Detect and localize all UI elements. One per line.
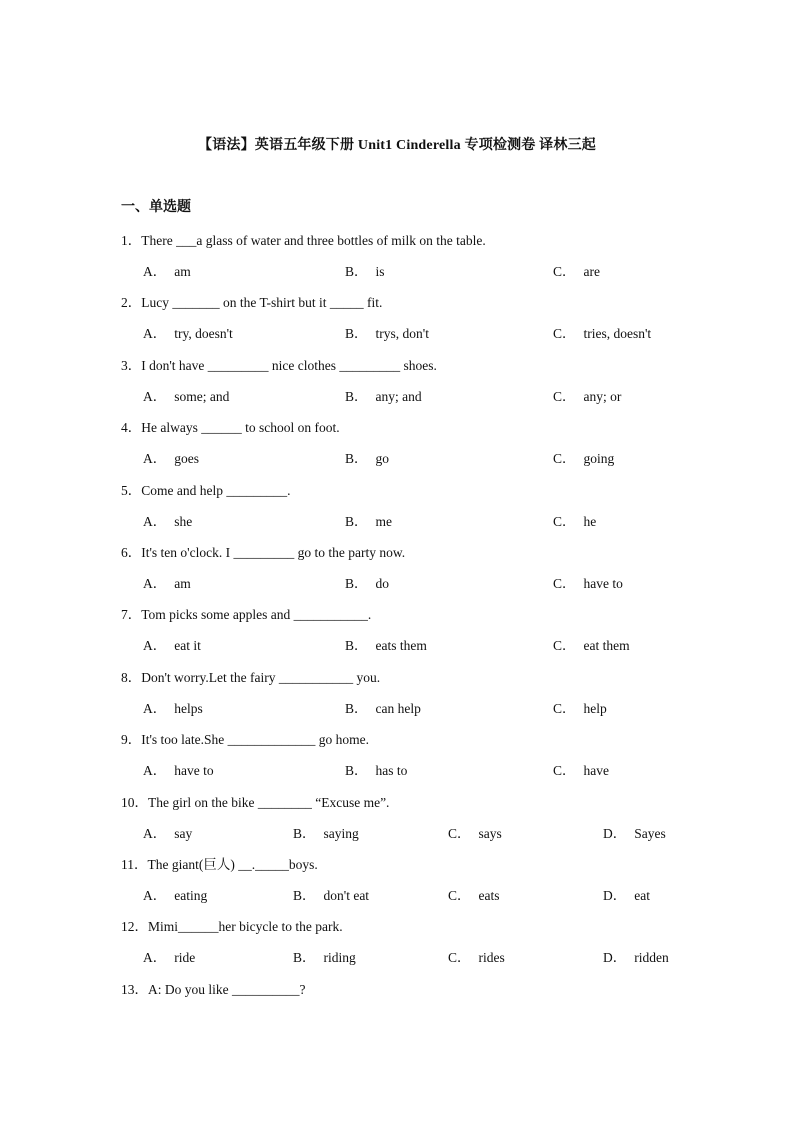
option-a[interactable] bbox=[143, 946, 195, 966]
option-text: helps bbox=[174, 700, 203, 716]
option-b[interactable] bbox=[345, 510, 392, 530]
option-label: C． bbox=[553, 763, 576, 779]
question-11: 11．The giant(巨人) __._____boys. bbox=[121, 857, 318, 872]
option-label: A． bbox=[143, 763, 167, 779]
question-6: 6．It's ten o'clock. I _________ go to the party now. bbox=[121, 545, 406, 560]
option-text: try, doesn't bbox=[174, 326, 233, 342]
option-label: B． bbox=[293, 888, 316, 903]
option-label: A． bbox=[143, 576, 167, 591]
option-text: can help bbox=[375, 700, 421, 716]
document-title: 【语法】英语五年级下册 Unit1 Cinderella 专项检测卷 译林三起 bbox=[198, 138, 596, 153]
option-text: help bbox=[583, 700, 607, 716]
option-c[interactable] bbox=[553, 572, 623, 592]
option-b[interactable] bbox=[345, 385, 422, 405]
option-label: C． bbox=[448, 950, 471, 966]
option-label: B． bbox=[345, 264, 368, 279]
option-label: D． bbox=[603, 950, 627, 966]
option-label: C． bbox=[553, 700, 576, 716]
option-label: C． bbox=[553, 638, 576, 654]
option-b[interactable] bbox=[345, 447, 389, 467]
option-a[interactable] bbox=[143, 572, 191, 592]
option-text: have to bbox=[174, 763, 214, 779]
section-heading: 一、单选题 bbox=[121, 200, 191, 215]
option-label: B． bbox=[345, 513, 368, 529]
option-a[interactable] bbox=[143, 385, 229, 405]
option-text: ride bbox=[174, 950, 196, 966]
option-b[interactable] bbox=[345, 322, 429, 342]
option-label: C． bbox=[553, 451, 576, 467]
option-text: eat it bbox=[174, 638, 201, 654]
option-c[interactable] bbox=[553, 447, 614, 467]
option-text: goes bbox=[174, 451, 199, 467]
option-text: am bbox=[174, 264, 191, 279]
option-text: any; and bbox=[375, 388, 422, 404]
option-text: rides bbox=[478, 950, 505, 966]
option-label: C． bbox=[553, 513, 576, 529]
option-text: have to bbox=[583, 576, 623, 591]
option-b[interactable] bbox=[345, 572, 389, 592]
question-2: 2．Lucy _______ on the T-shirt but it _____ fit. bbox=[121, 295, 383, 311]
option-d[interactable] bbox=[603, 884, 650, 904]
option-text: are bbox=[583, 264, 600, 279]
option-label: D． bbox=[603, 825, 627, 841]
question-1: 1．There ___a glass of water and three bottles of milk on the table. bbox=[121, 233, 486, 248]
option-a[interactable] bbox=[143, 697, 203, 717]
option-text: ridden bbox=[634, 950, 669, 966]
option-text: he bbox=[583, 513, 597, 529]
option-text: tries, doesn't bbox=[583, 326, 652, 342]
option-text: says bbox=[478, 825, 502, 841]
option-a[interactable] bbox=[143, 510, 192, 530]
option-c[interactable] bbox=[553, 697, 607, 717]
option-text: is bbox=[375, 264, 385, 279]
option-c[interactable] bbox=[448, 822, 502, 842]
option-label: A． bbox=[143, 451, 167, 467]
option-label: A． bbox=[143, 264, 167, 279]
option-label: C． bbox=[553, 388, 576, 404]
question-4: 4．He always ______ to school on foot. bbox=[121, 420, 340, 436]
option-text: me bbox=[375, 513, 393, 529]
option-b[interactable] bbox=[293, 946, 356, 966]
option-c[interactable] bbox=[553, 260, 600, 280]
option-label: A． bbox=[143, 825, 167, 841]
option-a[interactable] bbox=[143, 322, 233, 342]
option-text: saying bbox=[323, 825, 359, 841]
option-label: A． bbox=[143, 326, 167, 342]
option-text: she bbox=[174, 513, 193, 529]
option-c[interactable] bbox=[553, 634, 630, 654]
option-text: any; or bbox=[583, 388, 622, 404]
option-text: eat bbox=[634, 888, 650, 903]
option-label: B． bbox=[345, 638, 368, 654]
option-label: B． bbox=[293, 950, 316, 966]
option-label: A． bbox=[143, 700, 167, 716]
option-label: B． bbox=[345, 388, 368, 404]
option-b[interactable] bbox=[345, 759, 407, 779]
question-10: 10．The girl on the bike ________ “Excuse me”. bbox=[121, 794, 390, 810]
option-text: say bbox=[174, 825, 193, 841]
option-label: A． bbox=[143, 888, 167, 903]
option-c[interactable] bbox=[553, 385, 621, 405]
option-c[interactable] bbox=[448, 946, 505, 966]
option-label: A． bbox=[143, 950, 167, 966]
option-c[interactable] bbox=[553, 759, 609, 779]
option-d[interactable] bbox=[603, 946, 669, 966]
option-text: eat them bbox=[583, 638, 630, 654]
option-label: C． bbox=[448, 825, 471, 841]
option-b[interactable] bbox=[293, 884, 369, 904]
option-text: riding bbox=[323, 950, 356, 966]
option-c[interactable] bbox=[448, 884, 500, 904]
option-text: eating bbox=[174, 888, 208, 903]
option-text: do bbox=[375, 576, 390, 591]
option-label: A． bbox=[143, 388, 167, 404]
option-a[interactable] bbox=[143, 884, 207, 904]
option-a[interactable] bbox=[143, 822, 192, 842]
option-label: B． bbox=[293, 825, 316, 841]
option-b[interactable] bbox=[345, 697, 421, 717]
option-text: some; and bbox=[174, 388, 230, 404]
option-a[interactable] bbox=[143, 260, 191, 280]
question-5: 5．Come and help _________. bbox=[121, 482, 291, 498]
option-c[interactable] bbox=[553, 322, 651, 342]
option-label: D． bbox=[603, 888, 627, 903]
option-text: am bbox=[174, 576, 191, 591]
option-label: C． bbox=[553, 326, 576, 342]
question-9: 9．It's too late.She _____________ go home. bbox=[121, 732, 370, 748]
option-label: B． bbox=[345, 700, 368, 716]
question-7: 7．Tom picks some apples and ___________. bbox=[121, 607, 372, 623]
option-label: C． bbox=[553, 576, 576, 591]
question-3: 3．I don't have _________ nice clothes _________ shoes. bbox=[121, 357, 437, 373]
option-b[interactable] bbox=[293, 822, 359, 842]
question-13: 13．A: Do you like __________? bbox=[121, 981, 306, 997]
option-text: have bbox=[583, 763, 609, 779]
question-8: 8．Don't worry.Let the fairy ___________ you. bbox=[121, 669, 381, 685]
option-a[interactable] bbox=[143, 447, 199, 467]
option-label: C． bbox=[448, 888, 471, 903]
option-text: eats them bbox=[375, 638, 427, 654]
option-label: C． bbox=[553, 264, 576, 279]
option-a[interactable] bbox=[143, 634, 201, 654]
option-label: A． bbox=[143, 513, 167, 529]
option-text: going bbox=[583, 451, 615, 467]
option-text: don't eat bbox=[323, 888, 370, 903]
option-label: B． bbox=[345, 576, 368, 591]
question-12: 12．Mimi______her bicycle to the park. bbox=[121, 919, 343, 935]
option-text: go bbox=[375, 451, 390, 467]
option-text: trys, don't bbox=[375, 326, 429, 342]
option-text: has to bbox=[375, 763, 408, 779]
option-b[interactable] bbox=[345, 260, 385, 280]
option-label: B． bbox=[345, 451, 368, 467]
option-a[interactable] bbox=[143, 759, 214, 779]
option-c[interactable] bbox=[553, 510, 596, 530]
option-text: eats bbox=[478, 888, 500, 903]
option-b[interactable] bbox=[345, 634, 427, 654]
option-label: B． bbox=[345, 763, 368, 779]
option-label: A． bbox=[143, 638, 167, 654]
option-text: Sayes bbox=[634, 825, 666, 841]
option-d[interactable] bbox=[603, 822, 666, 842]
option-label: B． bbox=[345, 326, 368, 342]
